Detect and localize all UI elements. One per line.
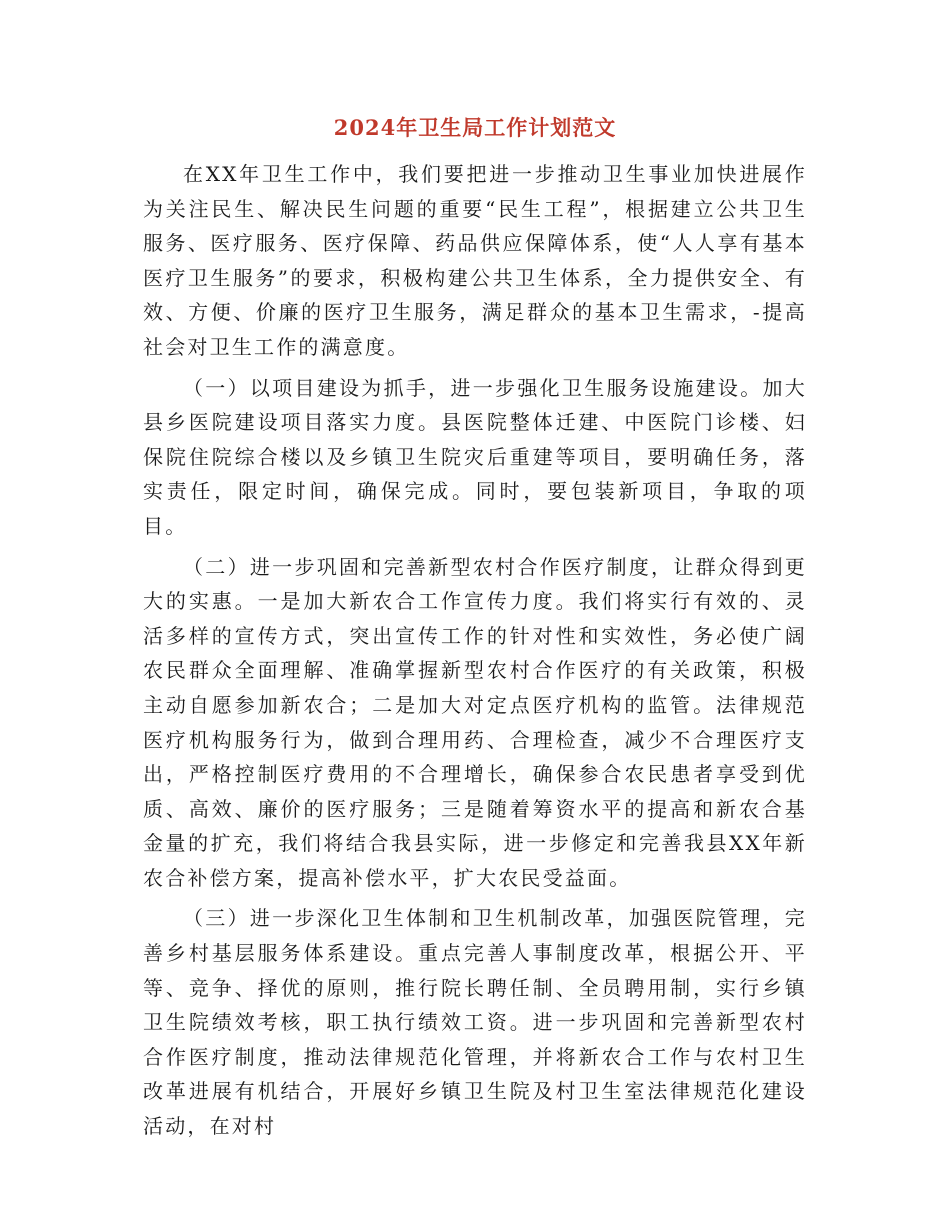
document-body — [143, 157, 807, 1150]
paragraph-section-2: （二）进一步巩固和完善新型农村合作医疗制度，让群众得到更大的实惠。一是加大新农合工作宣传力度。我们将实行有效的、灵活多样的宣传方式，突出宣传工作的针对性和实效性，务必使广阔农民群众全面理解、准确掌握新型农村合作医疗的有关政策，积极主动自愿参加新农合；二是加大对定点医疗机构的监管。法律规范医疗机构服务行为，做到合理用药、合理检查，减少不合理医疗支出，严格控制医疗费用的不合理增长，确保参合农民患者享受到优质、高效、廉价的医疗服务；三是随着筹资水平的提高和新农合基金量的扩充，我们将结合我县实际，进一步修定和完善我县XX年新农合补偿方案，提高补偿水平，扩大农民受益面。 — [143, 554, 807, 890]
paragraph-section-1: （一）以项目建设为抓手，进一步强化卫生服务设施建设。加大县乡医院建设项目落实力度。县医院整体迁建、中医院门诊楼、妇保院住院综合楼以及乡镇卫生院灾后重建等项目，要明确任务，落实责任，限定时间，确保完成。同时，要包装新项目，争取的项目。 — [143, 375, 807, 538]
paragraph-intro: 在XX年卫生工作中，我们要把进一步推动卫生事业加快进展作为关注民生、解决民生问题的重要“民生工程”，根据建立公共卫生服务、医疗服务、医疗保障、药品供应保障体系，使“人人享有基本医疗卫生服务”的要求，积极构建公共卫生体系，全力提供安全、有效、方便、价廉的医疗卫生服务，满足群众的基本卫生需求，-提高社会对卫生工作的满意度。 — [143, 162, 807, 359]
paragraph-section-3: （三）进一步深化卫生体制和卫生机制改革，加强医院管理，完善乡村基层服务体系建设。重点完善人事制度改革，根据公开、平等、竞争、择优的原则，推行院长聘任制、全员聘用制，实行乡镇卫生院绩效考核，职工执行绩效工资。进一步巩固和完善新型农村合作医疗制度，推动法律规范化管理，并将新农合工作与农村卫生改革进展有机结合，开展好乡镇卫生院及村卫生室法律规范化建设活动，在对村 — [143, 906, 807, 1139]
document-title: 2024年卫生局工作计划范文 — [333, 115, 617, 140]
